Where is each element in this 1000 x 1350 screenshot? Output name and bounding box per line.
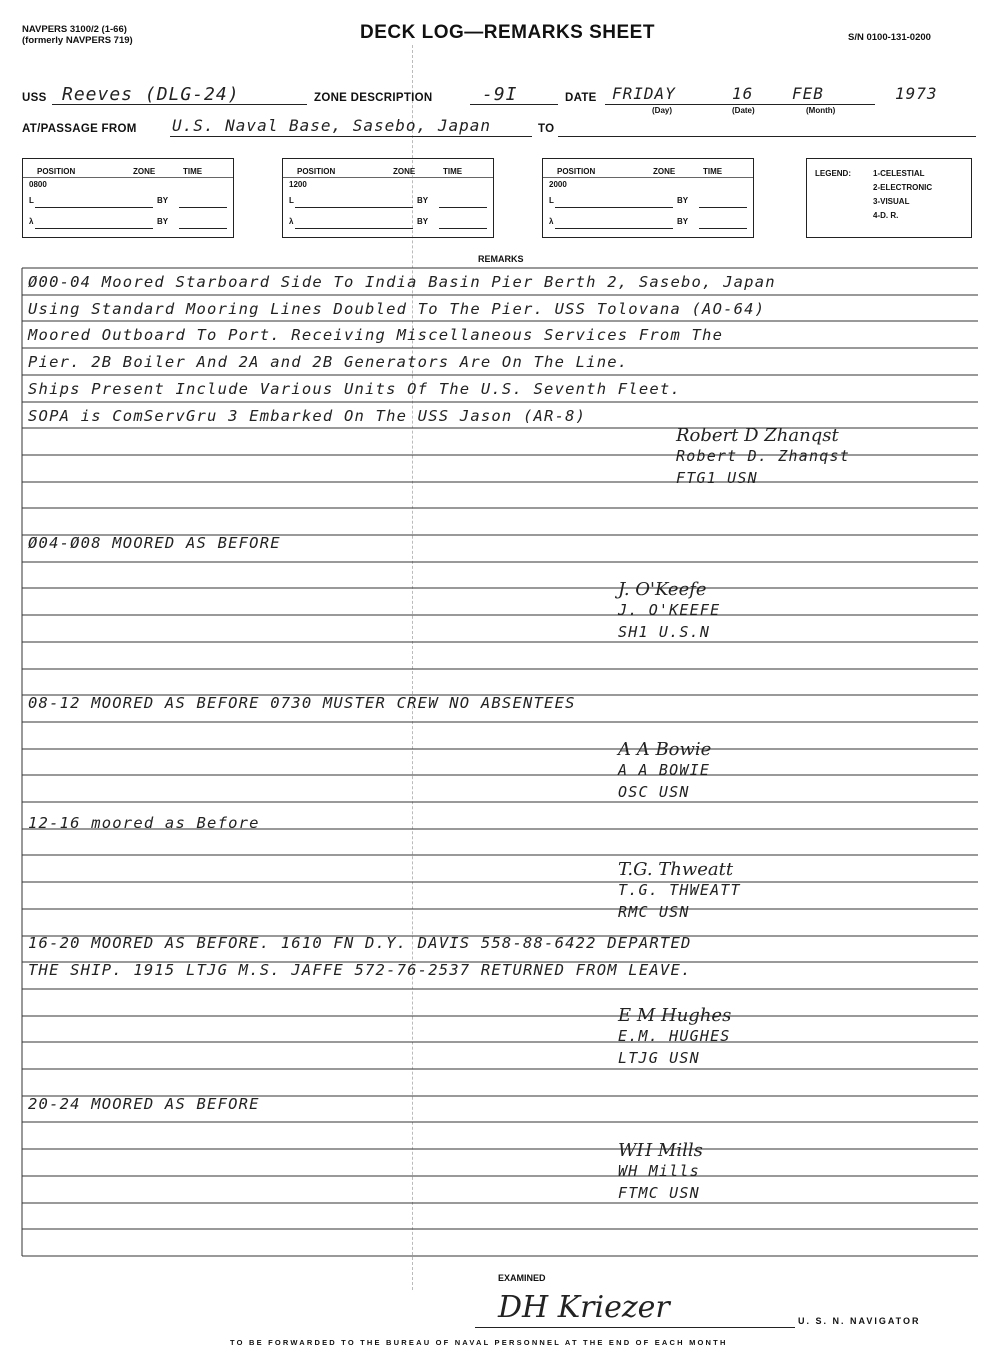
form-former-number: (formerly NAVPERS 719) xyxy=(22,35,133,46)
position-time-value: 0800 xyxy=(29,180,47,189)
examiner-signature: DH Kriezer xyxy=(498,1290,670,1325)
entry-signature: A A Bowie xyxy=(618,738,712,760)
position-col-label: POSITION xyxy=(297,167,336,176)
time-col-label: TIME xyxy=(443,167,463,176)
zone-col-label: ZONE xyxy=(393,167,416,176)
entry-signature: E M Hughes xyxy=(618,1005,732,1027)
legend-label: LEGEND: xyxy=(815,169,851,178)
page-title: DECK LOG—REMARKS SHEET xyxy=(360,22,655,43)
entry-rank: OSC USN xyxy=(618,782,690,801)
remark-line: 08-12 MOORED AS BEFORE 0730 MUSTER CREW NO ABSENTEES xyxy=(28,694,576,712)
time-col-label: TIME xyxy=(703,167,723,176)
entry-rank: FTG1 USN xyxy=(676,469,758,488)
latitude-by-label: BY xyxy=(417,196,429,205)
date-caption: (Date) xyxy=(732,106,755,115)
date-value: 16 xyxy=(732,84,754,103)
longitude-label: λ xyxy=(289,217,294,226)
time-col-label: TIME xyxy=(183,167,203,176)
entry-rank: SH1 U.S.N xyxy=(618,622,711,641)
zone-value: -9I xyxy=(482,84,518,105)
entry-signature: J. O'Keefe xyxy=(618,578,707,600)
remark-line: Moored Outboard To Port. Receiving Miscellaneous Services From The xyxy=(28,326,724,345)
entry-rank: RMC USN xyxy=(618,902,690,921)
latitude-label: L xyxy=(549,196,554,205)
entry-printed-name: Robert D. Zhanqst xyxy=(676,447,850,466)
examiner-underline xyxy=(475,1327,795,1328)
entry-printed-name: J. O'KEEFE xyxy=(618,600,721,619)
remark-line: 12-16 moored as Before xyxy=(28,814,260,832)
entry-printed-name: A A BOWIE xyxy=(618,760,711,779)
passage-label: AT/PASSAGE FROM xyxy=(22,123,137,135)
remark-line: Ø00-04 Moored Starboard Side To India Basin Pier Berth 2, Sasebo, Japan xyxy=(28,273,776,291)
remark-line: Pier. 2B Boiler And 2A and 2B Generators Are On The Line. xyxy=(28,353,629,372)
examined-label: EXAMINED xyxy=(498,1273,546,1283)
uss-label: USS xyxy=(22,92,47,104)
passage-to-label: TO xyxy=(538,123,555,135)
form-number: NAVPERS 3100/2 (1-66) xyxy=(22,24,127,35)
day-caption: (Day) xyxy=(652,106,673,115)
position-col-label: POSITION xyxy=(557,167,596,176)
longitude-by-label: BY xyxy=(417,217,429,226)
latitude-label: L xyxy=(29,196,34,205)
remark-line: Using Standard Mooring Lines Doubled To The Pier. USS Tolovana (AO-64) xyxy=(28,299,766,318)
day-value: FRIDAY xyxy=(612,84,676,103)
navigator-label: U. S. N. NAVIGATOR xyxy=(798,1316,921,1326)
entry-printed-name: WH Mills xyxy=(618,1161,700,1180)
remark-line: THE SHIP. 1915 LTJG M.S. JAFFE 572-76-2537 RETURNED FROM LEAVE. xyxy=(28,960,692,979)
entry-printed-name: T.G. THWEATT xyxy=(618,880,741,899)
longitude-by-label: BY xyxy=(157,217,169,226)
remark-line: 16-20 MOORED AS BEFORE. 1610 FN D.Y. DAVIS 558-88-6422 DEPARTED xyxy=(28,934,692,952)
latitude-by-label: BY xyxy=(157,196,169,205)
remark-line: SOPA is ComServGru 3 Embarked On The USS Jason (AR-8) xyxy=(28,406,587,425)
latitude-label: L xyxy=(289,196,294,205)
legend-item-visual: 3-VISUAL xyxy=(873,197,910,206)
zone-col-label: ZONE xyxy=(133,167,156,176)
forward-note: TO BE FORWARDED TO THE BUREAU OF NAVAL PERSONNEL AT THE END OF EACH MONTH xyxy=(230,1338,728,1347)
position-col-label: POSITION xyxy=(37,167,76,176)
entry-signature: T.G. Thweatt xyxy=(618,858,734,880)
position-time-value: 1200 xyxy=(289,180,307,189)
longitude-label: λ xyxy=(29,217,34,226)
year-value: 1973 xyxy=(895,84,938,103)
date-label: DATE xyxy=(565,92,597,104)
entry-rank: LTJG USN xyxy=(618,1049,700,1068)
remark-line: 20-24 MOORED AS BEFORE xyxy=(28,1095,260,1113)
longitude-by-label: BY xyxy=(677,217,689,226)
entry-signature: Robert D Zhanqst xyxy=(676,425,839,447)
remark-line: Ships Present Include Various Units Of The U.S. Seventh Fleet. xyxy=(28,379,681,398)
zone-label: ZONE DESCRIPTION xyxy=(314,92,433,104)
entry-printed-name: E.M. HUGHES xyxy=(618,1027,731,1046)
position-time-value: 2000 xyxy=(549,180,567,189)
passage-from-value: U.S. Naval Base, Sasebo, Japan xyxy=(172,116,491,135)
legend-item-electronic: 2-ELECTRONIC xyxy=(873,183,933,192)
month-value: FEB xyxy=(792,84,824,103)
legend-item-dr: 4-D. R. xyxy=(873,211,899,220)
entry-signature: WH Mills xyxy=(618,1139,703,1161)
remark-line: Ø04-Ø08 MOORED AS BEFORE xyxy=(28,534,281,552)
entry-rank: FTMC USN xyxy=(618,1183,700,1202)
month-caption: (Month) xyxy=(806,106,836,115)
stock-number: S/N 0100-131-0200 xyxy=(848,32,931,43)
uss-value: Reeves (DLG-24) xyxy=(62,84,240,105)
zone-col-label: ZONE xyxy=(653,167,676,176)
legend-item-celestial: 1-CELESTIAL xyxy=(873,169,925,178)
latitude-by-label: BY xyxy=(677,196,689,205)
longitude-label: λ xyxy=(549,217,554,226)
remarks-label: REMARKS xyxy=(478,254,524,264)
